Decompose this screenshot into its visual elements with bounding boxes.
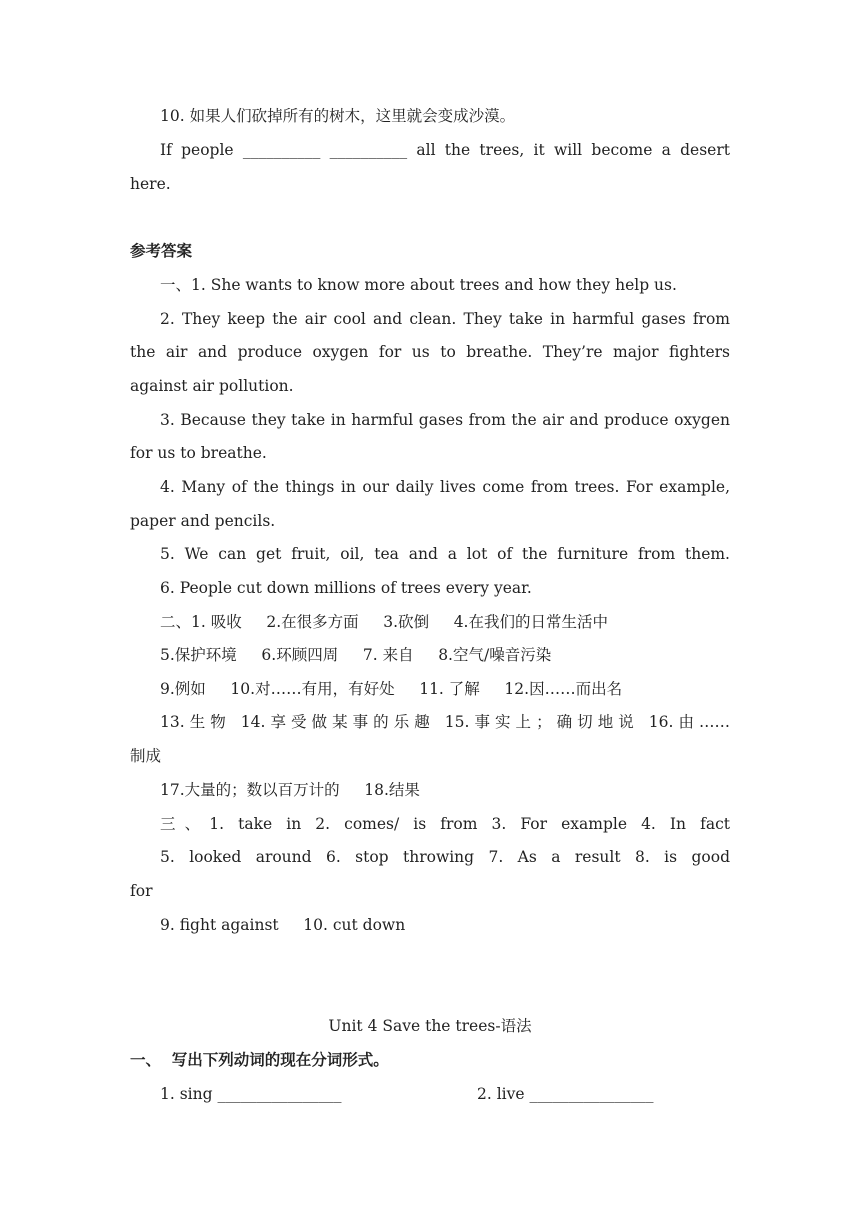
answer-3-line2-cont: for: [130, 882, 153, 900]
answer-1-1: 一、1. She wants to know more about trees and how they help us.: [160, 276, 677, 294]
answer-1-4-line2: paper and pencils.: [130, 512, 276, 530]
answer-2-line1: 二、1. 吸收 2.在很多方面 3.砍倒 4.在我们的日常生活中: [160, 613, 608, 631]
answer-3-line3: 9. fight against 10. cut down: [160, 916, 406, 934]
grammar-question-2: 2. live ________________: [477, 1085, 654, 1103]
answer-2-line2: 5.保护环境 6.环顾四周 7. 来自 8.空气/噪音污染: [160, 646, 552, 664]
question-10-english-line2: here.: [130, 175, 171, 193]
answer-1-2-line2: the air and produce oxygen for us to breathe. They’re major fighters: [130, 343, 730, 361]
answer-1-6: 6. People cut down millions of trees every year.: [160, 579, 532, 597]
grammar-question-1: 1. sing ________________: [160, 1085, 342, 1103]
answer-3-line1: 三、1. take in 2. comes/ is from 3. For example 4. In fact: [160, 815, 730, 833]
answer-1-2-line1: 2. They keep the air cool and clean. They take in harmful gases from: [160, 310, 730, 328]
answer-2-line3: 9.例如 10.对……有用，有好处 11. 了解 12.因……而出名: [160, 680, 623, 698]
question-10-chinese: 10. 如果人们砍掉所有的树木，这里就会变成沙漠。: [160, 107, 516, 125]
grammar-title: Unit 4 Save the trees-语法: [328, 1017, 532, 1035]
answer-1-2-line3: against air pollution.: [130, 377, 294, 395]
answer-1-5: 5. We can get fruit, oil, tea and a lot of the furniture from them.: [160, 545, 730, 563]
answer-2-line4: 13.生物 14.享受做某事的乐趣 15.事实上；确切地说 16.由……: [160, 713, 730, 731]
question-10-english-line1: If people __________ __________ all the trees, it will become a desert: [160, 141, 730, 159]
answer-2-line5: 17.大量的；数以百万计的 18.结果: [160, 781, 420, 799]
answers-heading: 参考答案: [130, 242, 193, 260]
answer-1-3-line2: for us to breathe.: [130, 444, 267, 462]
grammar-section-1-heading: 一、 写出下列动词的现在分词形式。: [130, 1051, 389, 1069]
answer-1-4-line1: 4. Many of the things in our daily lives come from trees. For example,: [160, 478, 730, 496]
answer-2-line4-cont: 制成: [130, 747, 162, 765]
answer-3-line2: 5. looked around 6. stop throwing 7. As a result 8. is good: [160, 848, 730, 866]
answer-1-3-line1: 3. Because they take in harmful gases from the air and produce oxygen: [160, 411, 730, 429]
